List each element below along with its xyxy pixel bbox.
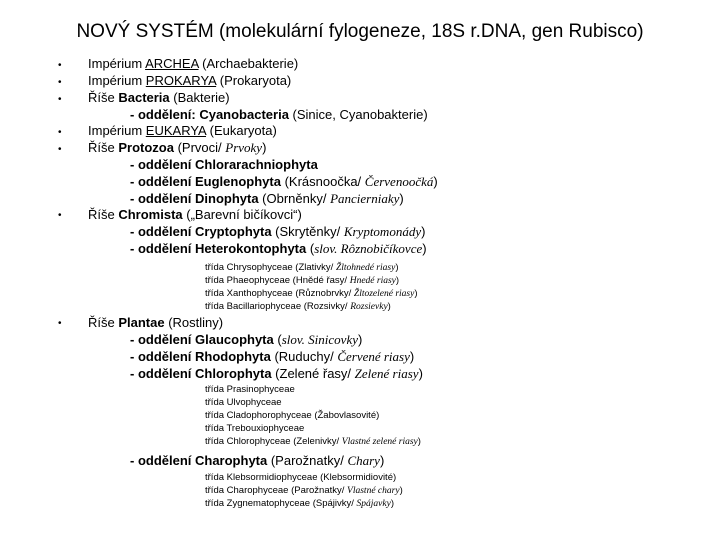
bullet: • [58,77,62,88]
list-item-ulvophyceae: třída Ulvophyceae [205,397,282,408]
list-item-cladophorophyceae: třída Cladophorophyceae (Žabovlasovité) [205,410,380,421]
list-item-heterokontophyta: - oddělení Heterokontophyta (slov. Rôznobičíkovce) [130,241,427,256]
list-item-prokarya: Impérium PROKARYA (Prokaryota) [88,73,292,88]
bullet: • [58,60,62,71]
bullet: • [58,318,62,329]
bullet: • [58,127,62,138]
list-item-chlorophyta: - oddělení Chlorophyta (Zelené řasy/ Zelené riasy) [130,366,423,381]
list-item-klebsormidiophyceae: třída Klebsormidiophyceae (Klebsormidiovité) [205,472,397,483]
list-item-cryptophyta: - oddělení Cryptophyta (Skrytěnky/ Kryptomonády) [130,224,426,239]
list-item-phaeophyceae: třída Phaeophyceae (Hnědé řasy/ Hnedé riasy) [205,275,400,286]
list-item-prasinophyceae: třída Prasinophyceae [205,384,295,395]
list-item-trebouxiophyceae: třída Trebouxiophyceae [205,423,305,434]
list-item-zygnematophyceae: třída Zygnematophyceae (Spájivky/ Spájavky) [205,498,395,509]
bullet: • [58,144,62,155]
list-item-xanthophyceae: třída Xanthophyceae (Různobrvky/ Žltozelené riasy) [205,288,418,299]
list-item-charophyceae: třída Charophyceae (Parožnatky/ Vlastné chary) [205,485,403,496]
list-item-chlorarachniophyta: - oddělení Chlorarachniophyta [130,157,318,172]
bullet: • [58,94,62,105]
list-item-charophyta: - oddělení Charophyta (Parožnatky/ Chary) [130,453,385,468]
list-item-bacteria: Říše Bacteria (Bakterie) [88,90,230,105]
list-item-euglenophyta: - oddělení Euglenophyta (Krásnoočka/ Červenoočká) [130,174,438,189]
page-title: NOVÝ SYSTÉM (molekulární fylogeneze, 18S r.DNA, gen Rubisco) [76,21,644,42]
list-item-archea: Impérium ARCHEA (Archaebakterie) [88,56,299,71]
list-item-eukarya: Impérium EUKARYA (Eukaryota) [88,123,277,138]
list-item-bacillariophyceae: třída Bacillariophyceae (Rozsivky/ Rozsievky) [205,301,391,312]
list-item-rhodophyta: - oddělení Rhodophyta (Ruduchy/ Červené riasy) [130,349,415,364]
list-item-dinophyta: - oddělení Dinophyta (Obrněnky/ Pancierniaky) [130,191,404,206]
bullet: • [58,210,62,221]
list-item-chromista: Říše Chromista („Barevní bičíkovci“) [88,207,302,222]
list-item-cyanobacteria: - oddělení: Cyanobacteria (Sinice, Cyanobakterie) [130,107,428,122]
list-item-chlorophyceae: třída Chlorophyceae (Zelenivky/ Vlastné zelené riasy) [205,436,421,447]
list-item-protozoa: Říše Protozoa (Prvoci/ Prvoky) [88,140,267,155]
list-item-chrysophyceae: třída Chrysophyceae (Zlativky/ Žltohnedé riasy) [205,262,399,273]
list-item-plantae: Říše Plantae (Rostliny) [88,315,224,330]
list-item-glaucophyta: - oddělení Glaucophyta (slov. Sinicovky) [130,332,363,347]
